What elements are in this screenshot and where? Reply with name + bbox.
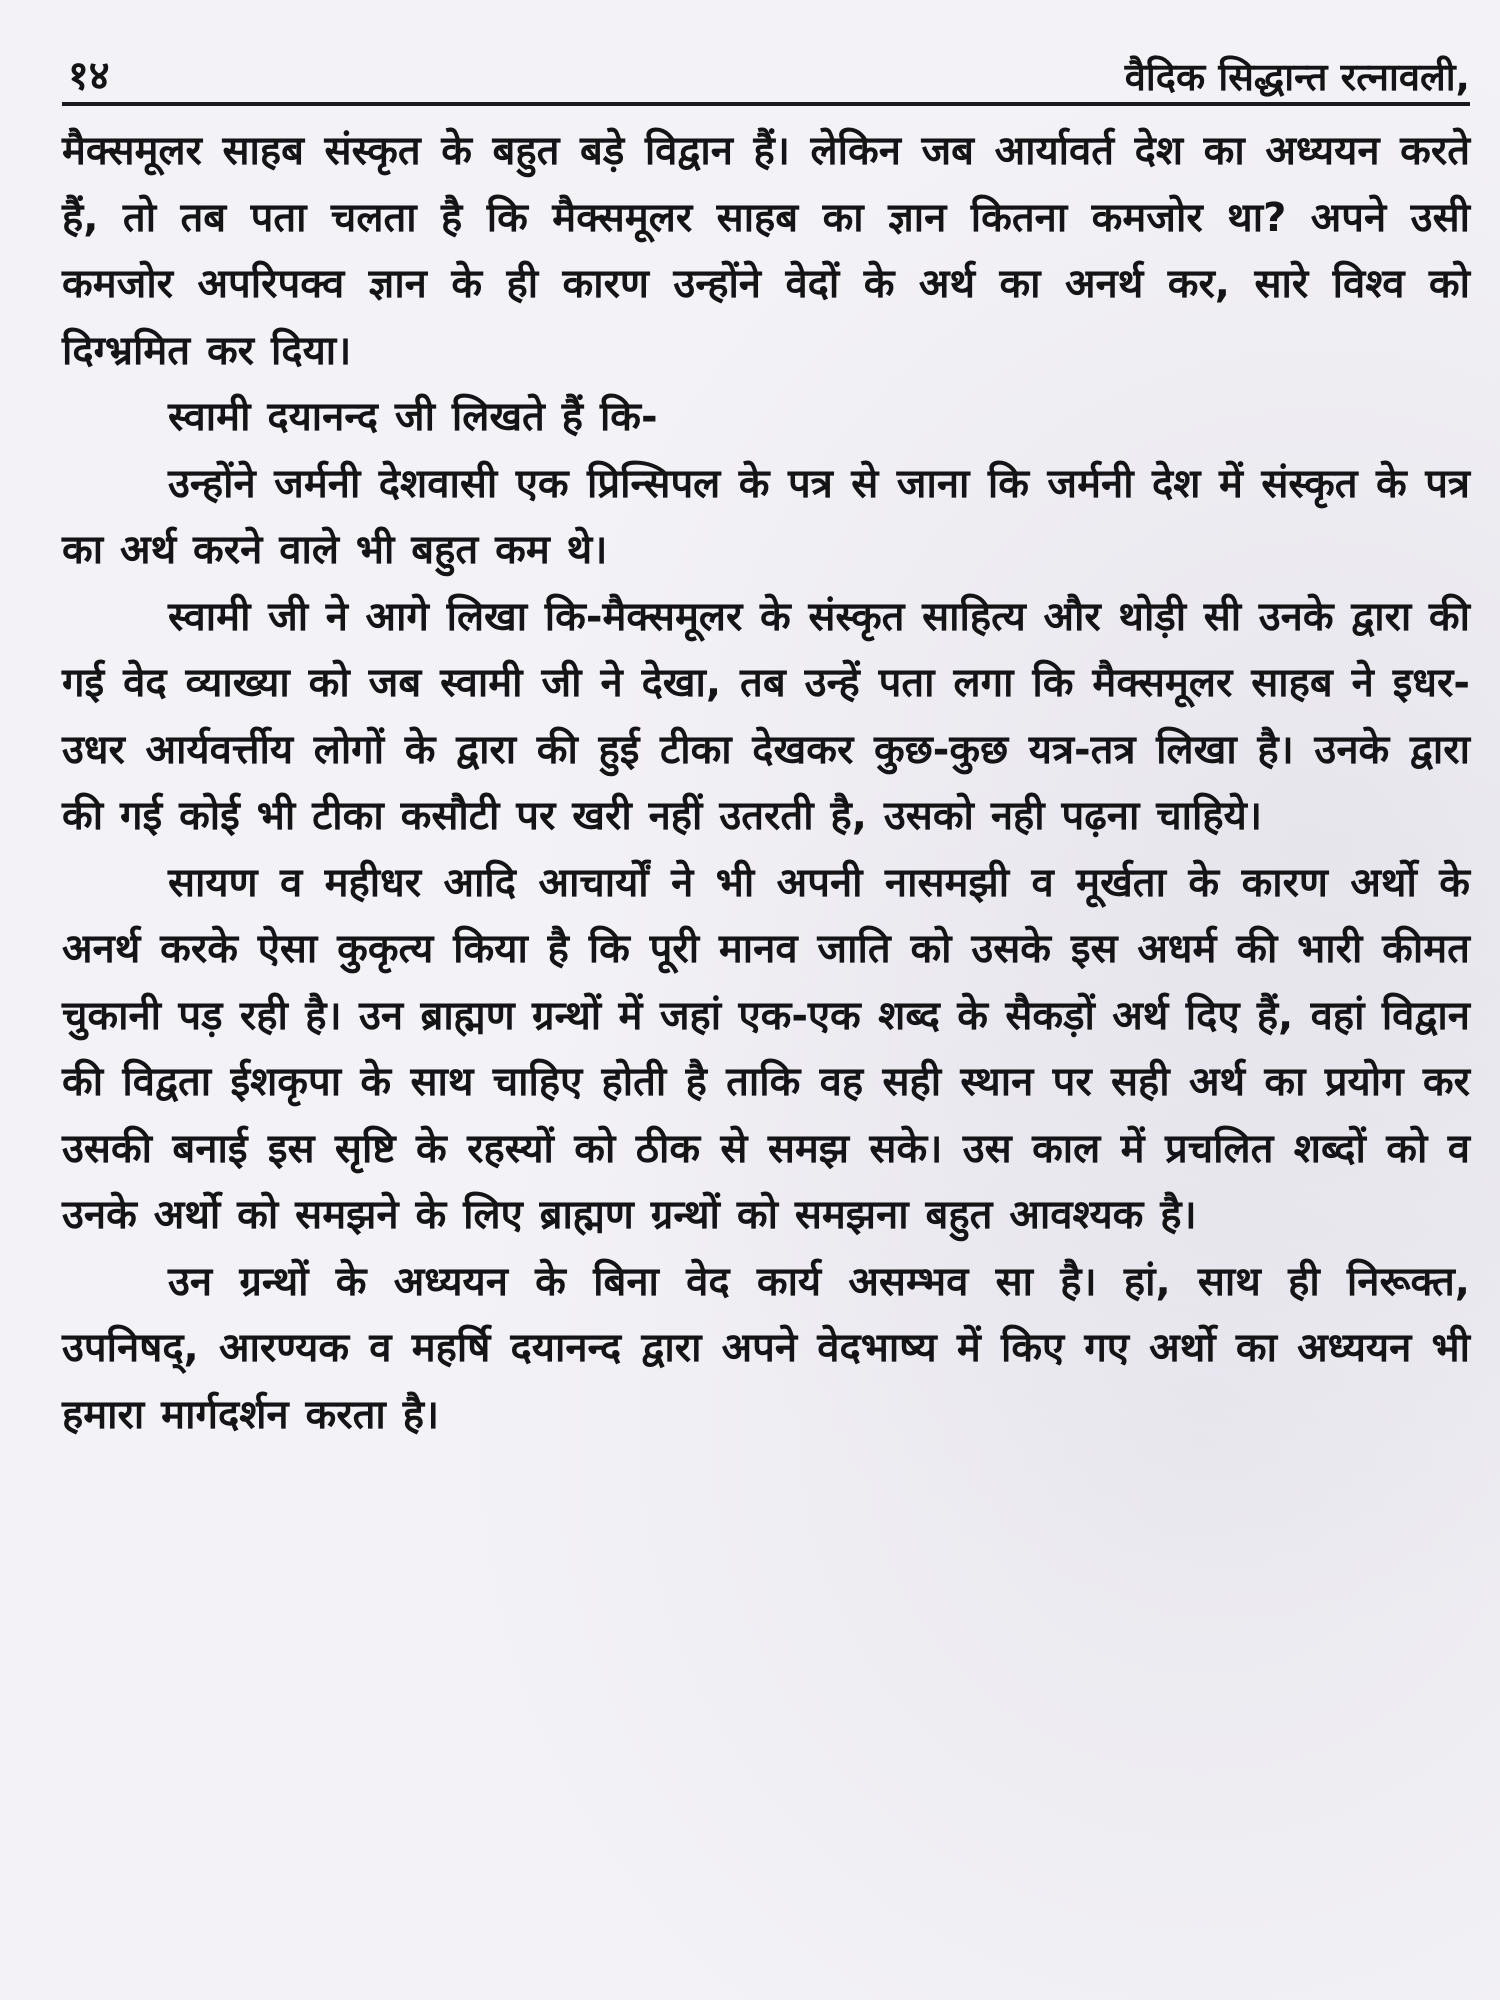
- paragraph-maxmuller: मैक्समूलर साहब संस्कृत के बहुत बड़े विद्वान हैं। लेकिन जब आर्यावर्त देश का अध्ययन करते हैं, तो तब पता चलता है कि मैक्समूलर साहब का ज्ञान कितना कमजोर था? अपने उसी कमजोर अपरिपक्व ज्ञान के ही कारण उन्होंने वेदों के अर्थ का अनर्थ कर, सारे विश्व को दिग्भ्रमित कर दिया।: [62, 128, 1470, 374]
- paragraph-swami-further: स्वामी जी ने आगे लिखा कि-मैक्समूलर के संस्कृत साहित्य और थोड़ी सी उनके द्वारा की गई वेद व्याख्या को जब स्वामी जी ने देखा, तब उन्हें पता लगा कि मैक्समूलर साहब ने इधर-उधर आर्यवर्त्तीय लोगों के द्वारा की हुई टीका देखकर कुछ-कुछ यत्र-तत्र लिखा है। उनके द्वारा की गई कोई भी टीका कसौटी पर खरी नहीं उतरती है, उसको नही पढ़ना चाहिये।: [62, 593, 1470, 839]
- page-number: १४: [68, 53, 110, 99]
- page-header: [62, 40, 1470, 106]
- paragraph-granth-study: उन ग्रन्थों के अध्ययन के बिना वेद कार्य असम्भव सा है। हां, साथ ही निरूक्त, उपनिषद्, आरण्यक व महर्षि दयानन्द द्वारा अपने वेदभाष्य में किए गए अर्थो का अध्ययन भी हमारा मार्गदर्शन करता है।: [62, 1258, 1470, 1438]
- body-text: [62, 118, 1470, 1448]
- paragraph-german-letter: उन्होंने जर्मनी देशवासी एक प्रिन्सिपल के पत्र से जाना कि जर्मनी देश में संस्कृत के पत्र का अर्थ करने वाले भी बहुत कम थे।: [62, 460, 1470, 573]
- running-title: वैदिक सिद्धान्त रत्नावली,: [1124, 55, 1470, 99]
- paragraph-swami-writes: स्वामी दयानन्द जी लिखते हैं कि-: [168, 394, 658, 440]
- paragraph-sayana-mahidhar: सायण व महीधर आदि आचार्यों ने भी अपनी नासमझी व मूर्खता के कारण अर्थो के अनर्थ करके ऐसा कुकृत्य किया है कि पूरी मानव जाति को उसके इस अधर्म की भारी कीमत चुकानी पड़ रही है। उन ब्राह्मण ग्रन्थों में जहां एक-एक शब्द के सैकड़ों अर्थ दिए हैं, वहां विद्वान की विद्वता ईशकृपा के साथ चाहिए होती है ताकि वह सही स्थान पर सही अर्थ का प्रयोग कर उसकी बनाई इस सृष्टि के रहस्यों को ठीक से समझ सके। उस काल में प्रचलित शब्दों को व उनके अर्थो को समझने के लिए ब्राह्मण ग्रन्थों को समझना बहुत आवश्यक है।: [62, 859, 1470, 1238]
